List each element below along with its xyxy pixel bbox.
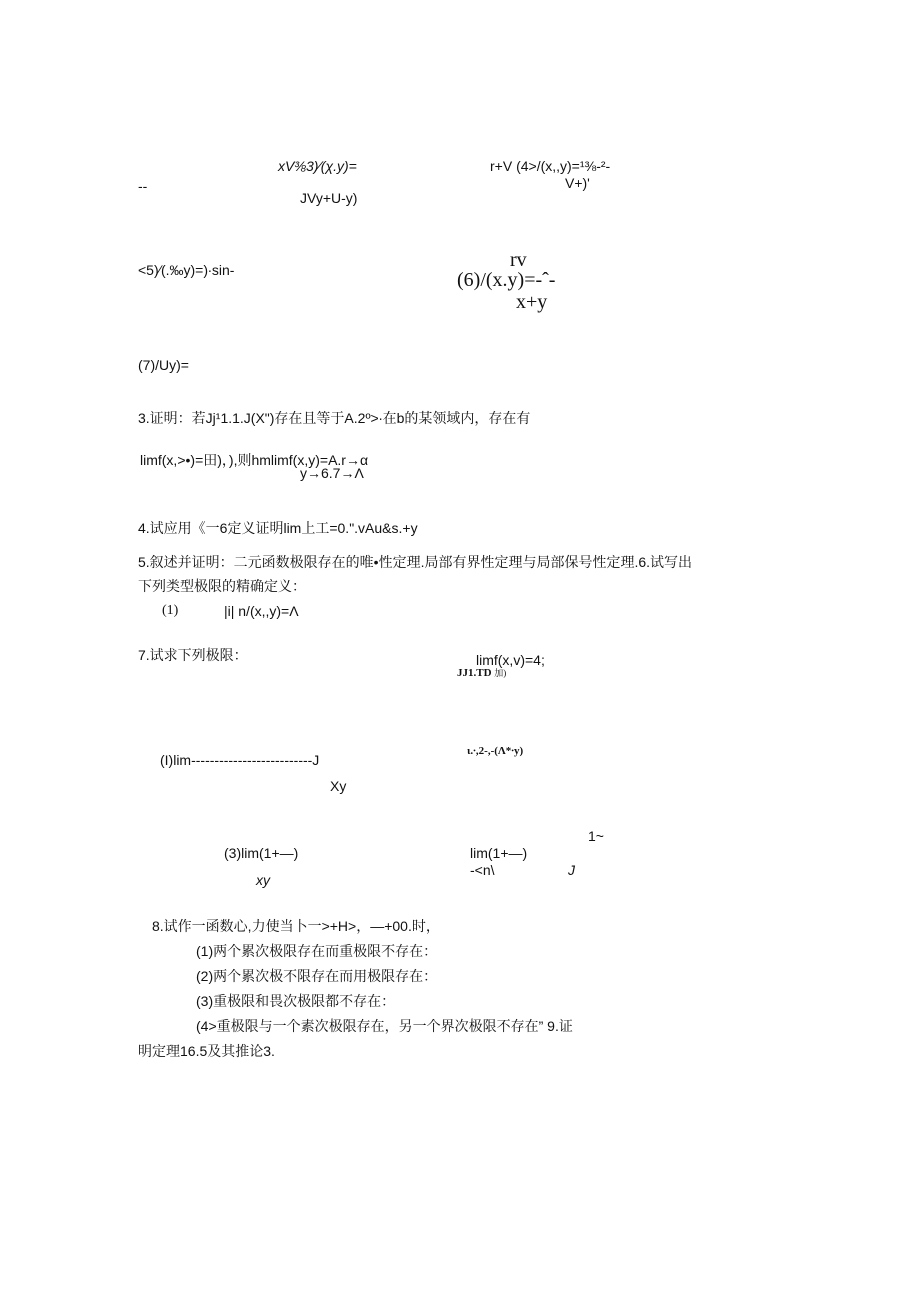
- expr-3-denominator: JVy+U-y): [300, 190, 358, 206]
- problem-3-subscript: y→6.7→Λ: [300, 465, 364, 481]
- problem-7-item4-sub: -<n\: [470, 862, 495, 878]
- expr-5: <5)∕(.‰y)=)∙sin-: [138, 262, 235, 278]
- problem-7-expr-2: ι.∙,2-,-(Λ*∙y): [467, 745, 524, 757]
- problem-7-item3-denominator: xy: [256, 872, 270, 888]
- problem-6-item1-label: (1): [162, 603, 179, 618]
- expr-6: (6)/(x.y)=-ˆ-: [457, 269, 556, 291]
- expr-4: r+V (4>/(x,,y)=¹⅜-²-: [490, 158, 611, 174]
- problem-6-item1: |i| n/(x,,y)=Λ: [224, 603, 299, 619]
- expr-3-left: xV⅜3)∕(χ.y)=: [278, 158, 357, 174]
- problem-5-line2: 下列类型极限的精确定义：: [138, 578, 306, 594]
- problem-7-limit-sub-main: JJ1.TD: [457, 667, 492, 679]
- problem-7-limit-sub: [457, 667, 506, 680]
- problem-8-item4: (4>重极限与一个素次极限存在，另一个界次极限不存在” 9.证: [196, 1018, 573, 1034]
- problem-5-line1: 5.叙述并证明：二元函数极限存在的唯•性定理.局部有界性定理与局部保号性定理.6.试写出: [138, 554, 693, 570]
- expr-7: (7)/Uy)=: [138, 357, 189, 373]
- problem-9: 明定理16.5及其推论3.: [138, 1043, 275, 1059]
- problem-7-item4-bracket: J: [568, 862, 575, 878]
- expr-6-numerator: rv: [510, 249, 527, 271]
- problem-8-item1: (1)两个累次极限存在而重极限不存在：: [196, 943, 438, 959]
- expr-dash: --: [138, 178, 148, 194]
- expr-6-denominator: x+y: [516, 291, 548, 313]
- problem-8-title: 8.试作一函数心,力使当卜一>+H>，—+00.时，: [152, 918, 440, 934]
- problem-7-limit-sub-tail: 加): [494, 668, 507, 678]
- problem-7-item1: (I)lim--------------------------J: [160, 752, 320, 768]
- problem-7-item1-denominator: Xy: [330, 778, 347, 794]
- expr-4-denominator: V+)': [565, 175, 590, 191]
- problem-7-item3: (3)lim(1+—): [224, 845, 299, 861]
- problem-4: 4.试应用《一6定义证明lim上工=0.".vAu&s.+y: [138, 520, 418, 536]
- problem-7-item4: lim(1+—): [470, 845, 528, 861]
- problem-3-line1: 3.证明：若Jj¹1.1.J(X")存在且等于A.2º>∙在b的某领域内，存在有: [138, 410, 531, 426]
- problem-3-line2: limf(x,>•)=田)，),则hmlimf(x,y)=A.r→α: [140, 452, 369, 468]
- problem-7-limit: limf(x,v)=4;: [476, 652, 545, 668]
- problem-8-item3: (3)重极限和畏次极限都不存在：: [196, 993, 396, 1009]
- problem-7-title: 7.试求下列极限：: [138, 647, 248, 663]
- problem-8-item2: (2)两个累次极不限存在而用极限存在：: [196, 968, 438, 984]
- problem-7-item4-exponent: 1~: [588, 828, 604, 844]
